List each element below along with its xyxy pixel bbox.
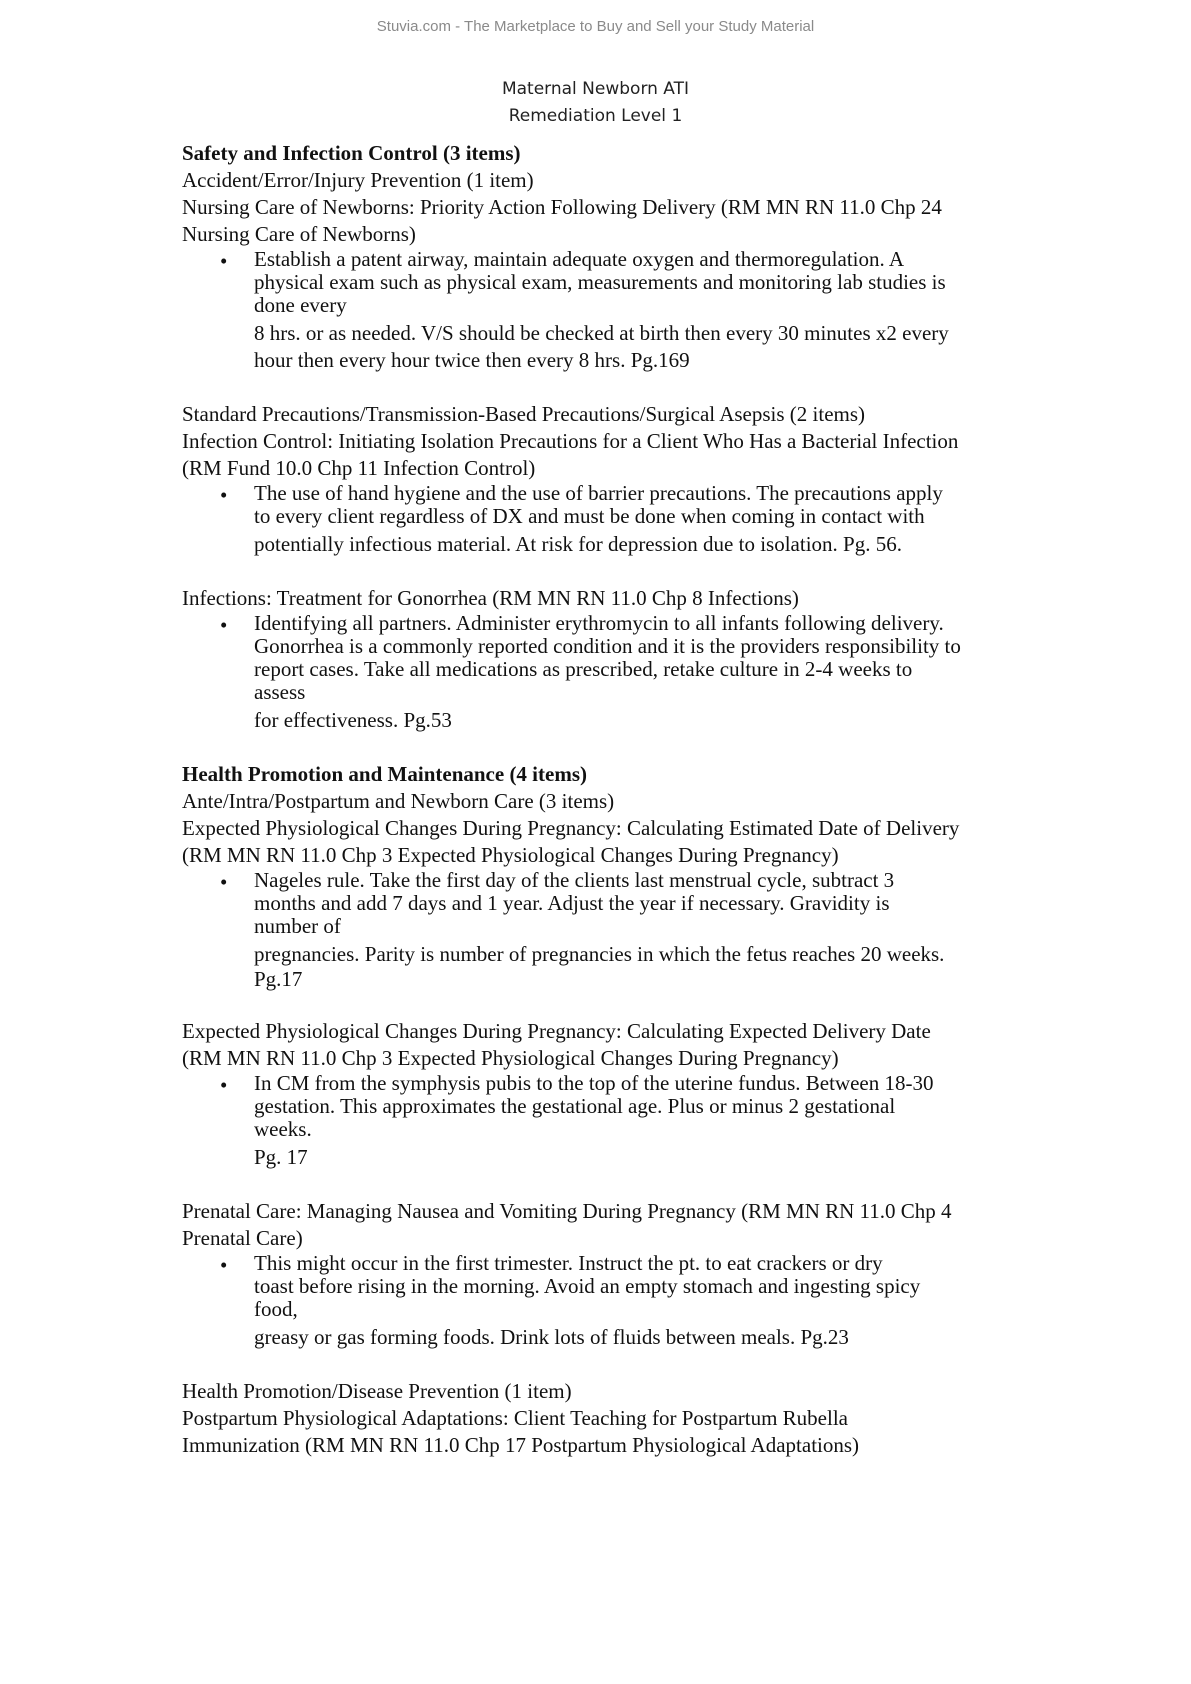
topic-rubella-line-1: Postpartum Physiological Adaptations: Client Teaching for Postpartum Rubella [182, 1406, 848, 1430]
subsection-accident: Accident/Error/Injury Prevention (1 item) [182, 168, 534, 192]
bullet-text: for effectiveness. Pg.53 [254, 708, 452, 732]
bullet-dot: • [220, 1073, 228, 1097]
bullet-text: months and add 7 days and 1 year. Adjust the year if necessary. Gravidity is [254, 891, 890, 915]
bullet-expected-delivery [182, 1072, 1087, 1171]
title-line-1: Maternal Newborn ATI [501, 79, 690, 99]
topic-edd-line-1: Expected Physiological Changes During Pregnancy: Calculating Estimated Date of Delivery [182, 816, 960, 840]
bullet-text: done every [254, 293, 347, 317]
bullet-dot: • [220, 1253, 228, 1277]
subsection-standard-precautions: Standard Precautions/Transmission-Based Precautions/Surgical Asepsis (2 items) [182, 402, 866, 426]
bullet-dot: • [220, 249, 228, 273]
topic-rubella-line-2: Immunization (RM MN RN 11.0 Chp 17 Postpartum Physiological Adaptations) [182, 1433, 860, 1457]
bullet-text: gestation. This approximates the gestational age. Plus or minus 2 gestational [254, 1094, 896, 1118]
watermark-text: Stuvia.com - The Marketplace to Buy and Sell your Study Material [376, 18, 815, 35]
bullet-infection-control [182, 482, 1087, 558]
section-heading-health-promotion: Health Promotion and Maintenance (4 items) [182, 762, 587, 786]
bullet-text: greasy or gas forming foods. Drink lots of fluids between meals. Pg.23 [254, 1325, 849, 1349]
document-body [182, 140, 1087, 1459]
bullet-text: weeks. [254, 1117, 312, 1141]
bullet-text: number of [254, 914, 341, 938]
bullet-dot: • [220, 483, 228, 507]
topic-infection-control-line-1: Infection Control: Initiating Isolation Precautions for a Client Who Has a Bacterial Infection [182, 429, 959, 453]
bullet-text: pregnancies. Parity is number of pregnancies in which the fetus reaches 20 weeks. [254, 942, 945, 966]
bullet-newborn-care [182, 248, 1087, 374]
bullet-text: report cases. Take all medications as prescribed, retake culture in 2-4 weeks to [254, 657, 913, 681]
section-heading-safety: Safety and Infection Control (3 items) [182, 141, 521, 165]
topic-newborn-care-line-1: Nursing Care of Newborns: Priority Action Following Delivery (RM MN RN 11.0 Chp 24 [182, 195, 942, 219]
topic-expected-delivery-line-2: (RM MN RN 11.0 Chp 3 Expected Physiological Changes During Pregnancy) [182, 1046, 839, 1070]
bullet-text: toast before rising in the morning. Avoid an empty stomach and ingesting spicy [254, 1274, 921, 1298]
bullet-text: Pg.17 [254, 967, 303, 991]
bullet-text: assess [254, 680, 306, 704]
topic-nausea-line-1: Prenatal Care: Managing Nausea and Vomiting During Pregnancy (RM MN RN 11.0 Chp 4 [182, 1199, 952, 1223]
bullet-text: Establish a patent airway, maintain adequate oxygen and thermoregulation. A [254, 247, 905, 271]
bullet-text: Gonorrhea is a commonly reported condition and it is the providers responsibility to [254, 634, 961, 658]
bullet-text: food, [254, 1297, 298, 1321]
title-line-2: Remediation Level 1 [508, 106, 683, 126]
bullet-edd [182, 869, 1087, 991]
topic-edd-line-2: (RM MN RN 11.0 Chp 3 Expected Physiological Changes During Pregnancy) [182, 843, 839, 867]
bullet-nausea [182, 1252, 1087, 1351]
bullet-text: The use of hand hygiene and the use of barrier precautions. The precautions apply [254, 481, 943, 505]
bullet-text: Identifying all partners. Administer erythromycin to all infants following delivery. [254, 611, 944, 635]
bullet-dot: • [220, 870, 228, 894]
bullet-text: Nageles rule. Take the first day of the clients last menstrual cycle, subtract 3 [254, 868, 895, 892]
bullet-text: 8 hrs. or as needed. V/S should be checked at birth then every 30 minutes x2 every [254, 321, 949, 345]
bullet-text: hour then every hour twice then every 8 hrs. Pg.169 [254, 348, 690, 372]
subsection-disease-prevention: Health Promotion/Disease Prevention (1 item) [182, 1379, 572, 1403]
subsection-newborn-care: Ante/Intra/Postpartum and Newborn Care (3 items) [182, 789, 615, 813]
bullet-text: This might occur in the first trimester. Instruct the pt. to eat crackers or dry [254, 1251, 883, 1275]
bullet-text: to every client regardless of DX and must be done when coming in contact with [254, 504, 925, 528]
document-title [0, 76, 1191, 130]
bullet-dot: • [220, 613, 228, 637]
topic-expected-delivery-line-1: Expected Physiological Changes During Pregnancy: Calculating Expected Delivery Date [182, 1019, 931, 1043]
bullet-text: Pg. 17 [254, 1145, 308, 1169]
topic-newborn-care-line-2: Nursing Care of Newborns) [182, 222, 416, 246]
bullet-text: physical exam such as physical exam, measurements and monitoring lab studies is [254, 270, 946, 294]
topic-nausea-line-2: Prenatal Care) [182, 1226, 303, 1250]
bullet-gonorrhea [182, 612, 1087, 734]
bullet-text: In CM from the symphysis pubis to the top of the uterine fundus. Between 18-30 [254, 1071, 934, 1095]
topic-infection-control-line-2: (RM Fund 10.0 Chp 11 Infection Control) [182, 456, 536, 480]
bullet-text: potentially infectious material. At risk for depression due to isolation. Pg. 56. [254, 532, 902, 556]
topic-gonorrhea-line-1: Infections: Treatment for Gonorrhea (RM MN RN 11.0 Chp 8 Infections) [182, 586, 799, 610]
